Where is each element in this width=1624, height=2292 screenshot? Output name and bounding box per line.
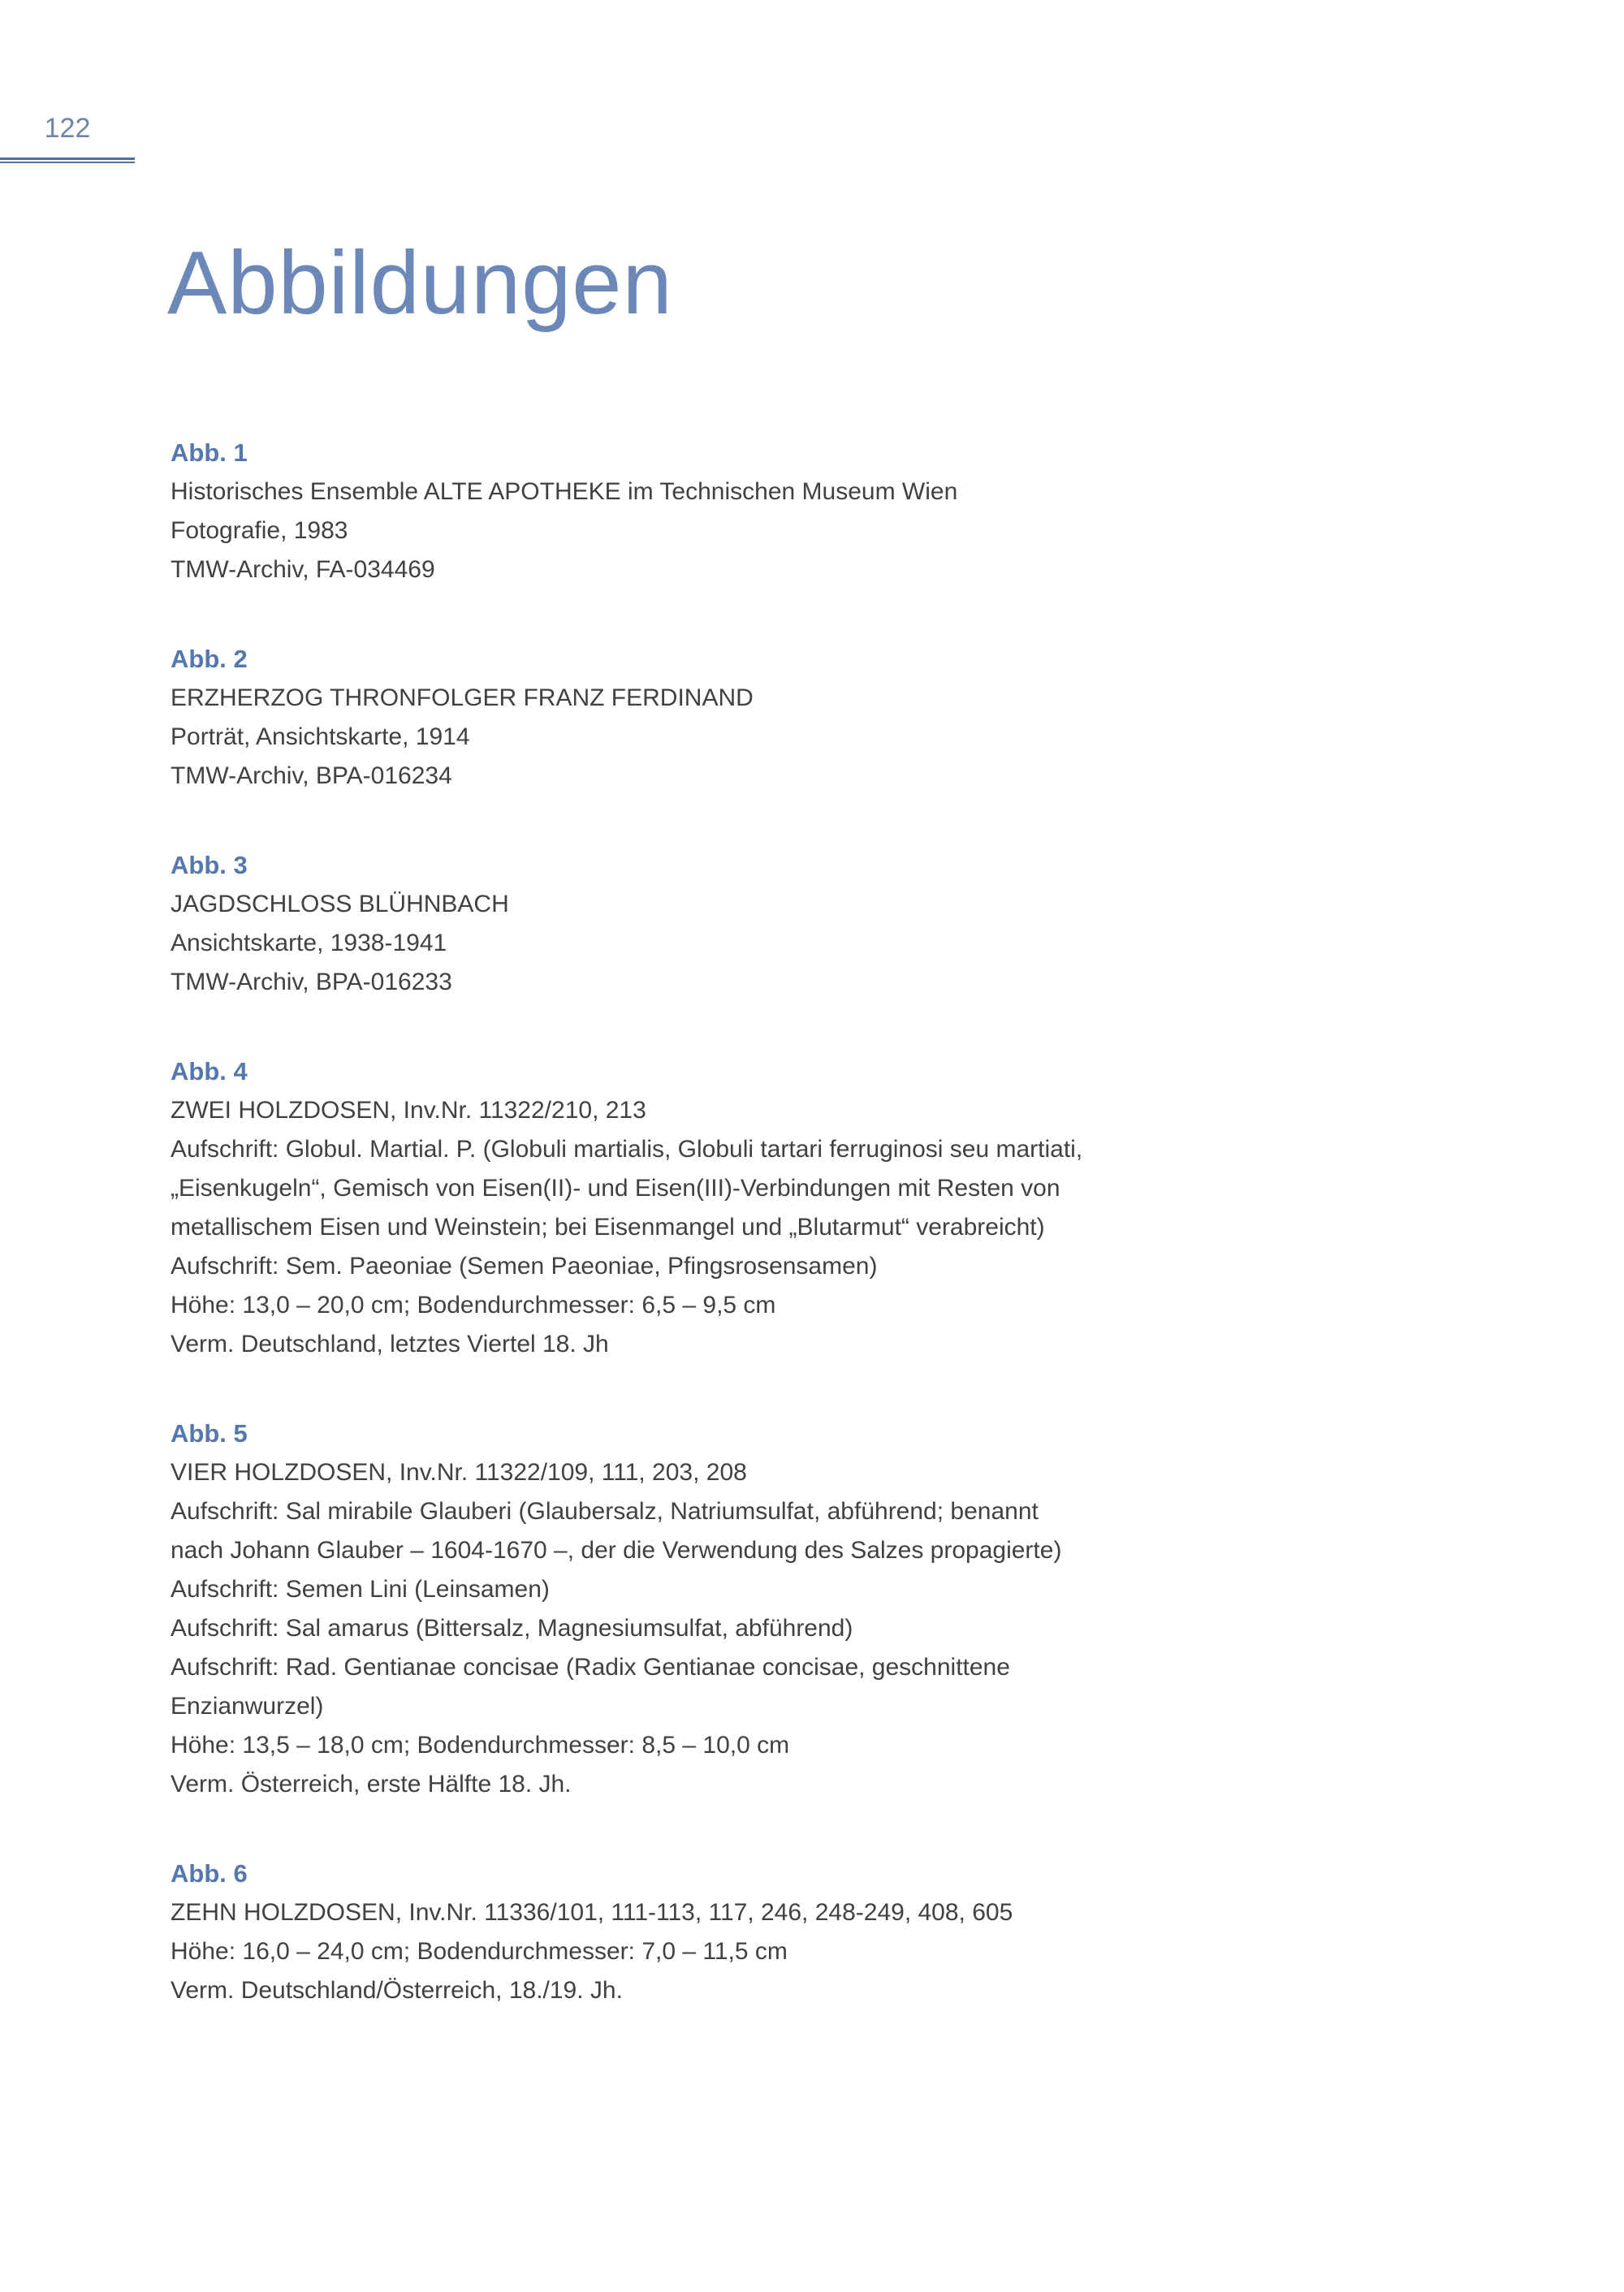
figure-caption-line: Verm. Deutschland/Österreich, 18./19. Jh. <box>171 1977 623 2004</box>
figure-caption-line: Aufschrift: Semen Lini (Leinsamen) <box>171 1576 550 1603</box>
figure-caption-line: Porträt, Ansichtskarte, 1914 <box>171 723 470 750</box>
figure-caption-line: ZWEI HOLZDOSEN, Inv.Nr. 11322/210, 213 <box>171 1097 646 1124</box>
figure-caption-line: Höhe: 13,0 – 20,0 cm; Bodendurchmesser: 6,5 – 9,5 cm <box>171 1292 776 1319</box>
figure-caption-line: nach Johann Glauber – 1604-1670 –, der die Verwendung des Salzes propagierte) <box>171 1537 1062 1564</box>
figure-caption-line: Ansichtskarte, 1938-1941 <box>171 930 447 956</box>
figure-caption-line: Höhe: 16,0 – 24,0 cm; Bodendurchmesser: 7,0 – 11,5 cm <box>171 1938 788 1965</box>
page-number: 122 <box>44 113 91 144</box>
figure-list <box>171 434 1389 2061</box>
page-number-rule <box>0 158 135 163</box>
figure-caption-line: Historisches Ensemble ALTE APOTHEKE im Technischen Museum Wien <box>171 478 958 505</box>
figure-entry-2 <box>171 640 1389 796</box>
figure-caption-line: Aufschrift: Rad. Gentianae concisae (Radix Gentianae concisae, geschnittene <box>171 1654 1010 1681</box>
figure-caption-line: „Eisenkugeln“, Gemisch von Eisen(II)- und Eisen(III)-Verbindungen mit Resten von <box>171 1175 1060 1202</box>
figure-caption-line: Verm. Österreich, erste Hälfte 18. Jh. <box>171 1771 572 1798</box>
figure-label: Abb. 1 <box>171 438 248 467</box>
figure-caption-line: JAGDSCHLOSS BLÜHNBACH <box>171 891 509 917</box>
figure-entry-3 <box>171 846 1389 1002</box>
figure-caption-line: Aufschrift: Sal mirabile Glauberi (Glaubersalz, Natriumsulfat, abführend; benannt <box>171 1498 1039 1525</box>
figure-caption-line: Höhe: 13,5 – 18,0 cm; Bodendurchmesser: 8,5 – 10,0 cm <box>171 1732 790 1759</box>
page-title: Abbildungen <box>167 233 673 333</box>
figure-entry-1 <box>171 434 1389 589</box>
figure-entry-4 <box>171 1052 1389 1364</box>
figure-label: Abb. 4 <box>171 1057 248 1086</box>
figure-entry-5 <box>171 1414 1389 1804</box>
figure-label: Abb. 6 <box>171 1859 248 1888</box>
figure-caption-line: Aufschrift: Sal amarus (Bittersalz, Magnesiumsulfat, abführend) <box>171 1615 853 1642</box>
figure-caption-line: ERZHERZOG THRONFOLGER FRANZ FERDINAND <box>171 684 754 711</box>
figure-caption-line: TMW-Archiv, FA-034469 <box>171 556 435 583</box>
figure-label: Abb. 5 <box>171 1419 248 1448</box>
figure-caption-line: VIER HOLZDOSEN, Inv.Nr. 11322/109, 111, 203, 208 <box>171 1459 747 1486</box>
figure-caption-line: Aufschrift: Globul. Martial. P. (Globuli martialis, Globuli tartari ferruginosi seu martiati, <box>171 1136 1083 1163</box>
figure-caption-line: Verm. Deutschland, letztes Viertel 18. Jh <box>171 1331 609 1358</box>
figure-label: Abb. 3 <box>171 851 248 879</box>
figure-caption-line: ZEHN HOLZDOSEN, Inv.Nr. 11336/101, 111-113, 117, 246, 248-249, 408, 605 <box>171 1899 1013 1926</box>
figure-caption-line: Enzianwurzel) <box>171 1693 324 1720</box>
figure-caption-line: Aufschrift: Sem. Paeoniae (Semen Paeoniae, Pfingsrosensamen) <box>171 1253 878 1280</box>
figure-caption-line: metallischem Eisen und Weinstein; bei Eisenmangel und „Blutarmut“ verabreicht) <box>171 1214 1045 1241</box>
figure-caption-line: TMW-Archiv, BPA-016234 <box>171 762 452 789</box>
figure-caption-line: TMW-Archiv, BPA-016233 <box>171 969 452 995</box>
figure-label: Abb. 2 <box>171 645 248 673</box>
figure-entry-6 <box>171 1854 1389 2010</box>
figure-caption-line: Fotografie, 1983 <box>171 517 348 544</box>
